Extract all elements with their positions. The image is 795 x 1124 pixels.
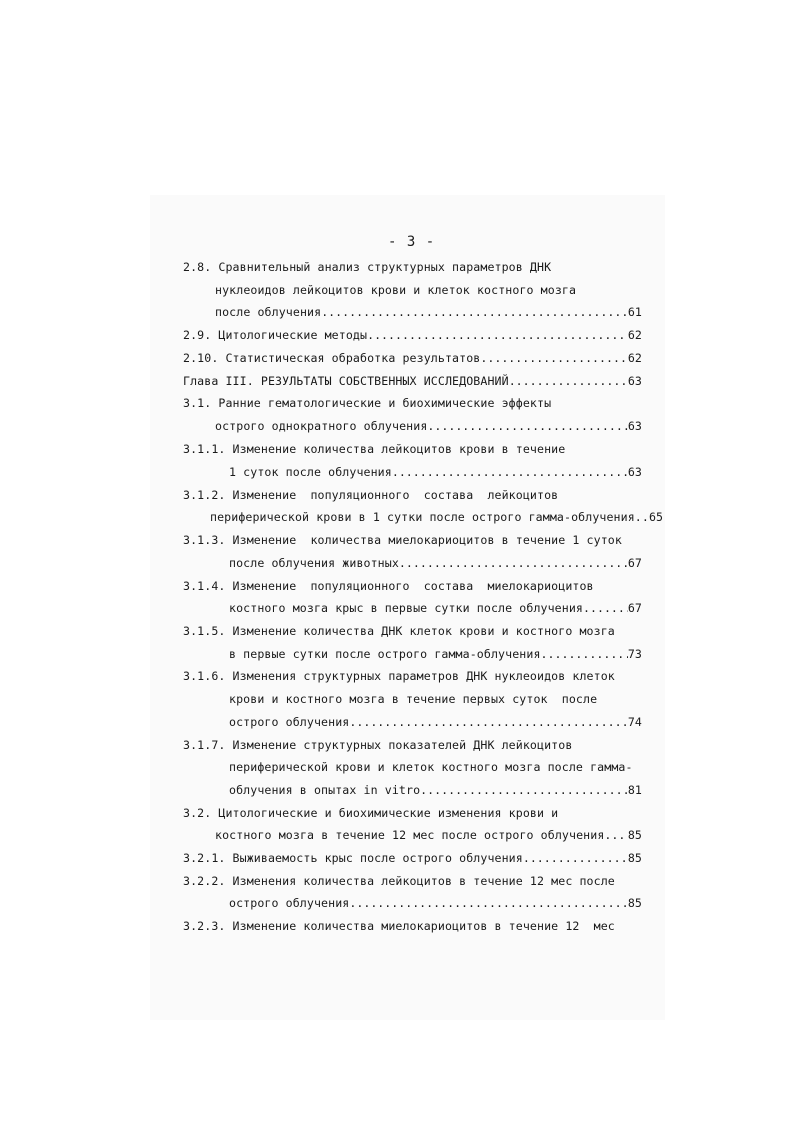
leader-dots: [604, 827, 627, 843]
leader-dots: [349, 895, 627, 911]
toc-page-number: 63: [627, 465, 642, 479]
toc-page-number: 65: [648, 510, 664, 524]
toc-text: 3.2.2. Изменения количества лейкоцитов в течение 12 мес после: [183, 874, 615, 888]
toc-page-number: 74: [627, 715, 642, 729]
toc-line: [183, 327, 642, 343]
toc-line: [183, 578, 594, 594]
toc-line: [183, 487, 558, 503]
toc-line: [183, 668, 615, 684]
toc-line: [229, 691, 597, 707]
toc-text: периферической крови и клеток костного мозга после гамма-: [229, 760, 633, 774]
toc-text: 3.1.1. Изменение количества лейкоцитов крови в течение: [183, 442, 566, 456]
leader-dots: [321, 304, 628, 320]
toc-text: острого однократного облучения: [215, 419, 428, 433]
toc-line: [229, 782, 642, 798]
toc-line: [229, 464, 642, 480]
toc-text: Глава III. РЕЗУЛЬТАТЫ СОБСТВЕННЫХ ИССЛЕДОВАНИЙ: [183, 374, 509, 388]
toc-line: [215, 282, 576, 298]
toc-line: [183, 532, 622, 548]
toc-text: 3.2. Цитологические и биохимические изменения крови и: [183, 806, 559, 820]
toc-page-number: 85: [627, 828, 642, 842]
toc-page-number: 73: [627, 647, 642, 661]
leader-dots: [420, 782, 628, 798]
leader-dots: [583, 600, 628, 616]
toc-text: 3.1.6. Изменения структурных параметров ДНК нуклеоидов клеток: [183, 669, 615, 683]
toc-text: костного мозга крыс в первые сутки после облучения: [229, 601, 584, 615]
leader-dots: [480, 350, 627, 366]
toc-line: [183, 441, 565, 457]
page-number: - 3 -: [388, 234, 436, 250]
toc-line: [183, 373, 642, 389]
leader-dots: [427, 418, 627, 434]
toc-line: [183, 350, 642, 366]
toc-line: [183, 737, 572, 753]
leader-dots: [509, 373, 628, 389]
leader-dots: [367, 327, 628, 343]
toc-page-number: 81: [627, 783, 642, 797]
leader-dots: [349, 714, 627, 730]
toc-text: 3.2.3. Изменение количества миелокариоцитов в течение 12 мес: [183, 919, 615, 933]
toc-page-number: 62: [627, 328, 642, 342]
toc-text: костного мозга в течение 12 мес после острого облучения: [215, 828, 605, 842]
toc-line: [229, 714, 642, 730]
toc-line: [183, 805, 558, 821]
toc-line: [183, 918, 615, 934]
toc-line: [183, 395, 551, 411]
toc-page-number: 67: [627, 601, 642, 615]
leader-dots: [392, 464, 628, 480]
toc-page-number: 85: [627, 851, 642, 865]
toc-text: 2.9. Цитологические методы: [183, 328, 368, 342]
toc-line: [183, 850, 642, 866]
toc-text: 2.10. Статистическая обработка результатов: [183, 351, 481, 365]
toc-line: [229, 646, 642, 662]
toc-page-number: 62: [627, 351, 642, 365]
toc-page-number: 61: [627, 305, 642, 319]
toc-text: нуклеоидов лейкоцитов крови и клеток костного мозга: [215, 283, 577, 297]
toc-text: 3.1.5. Изменение количества ДНК клеток крови и костного мозга: [183, 624, 615, 638]
toc-page-number: 85: [627, 896, 642, 910]
toc-page-number: 67: [627, 556, 642, 570]
toc-text: после облучения: [215, 305, 322, 319]
toc-text: острого облучения: [229, 896, 350, 910]
toc-page-number: 63: [627, 374, 642, 388]
toc-text: крови и костного мозга в течение первых суток после: [229, 692, 598, 706]
toc-text: облучения в опытах in vitro: [229, 783, 421, 797]
toc-line: [229, 895, 642, 911]
toc-line: [210, 509, 664, 525]
toc-line: [215, 418, 642, 434]
toc-text: после облучения животных: [229, 556, 399, 570]
toc-text: 2.8. Сравнительный анализ структурных параметров ДНК: [183, 260, 552, 274]
toc-text: 3.1.7. Изменение структурных показателей ДНК лейкоцитов: [183, 738, 573, 752]
toc-text: 3.1.2. Изменение популяционного состава лейкоцитов: [183, 488, 559, 502]
toc-line: [183, 259, 551, 275]
toc-line: [229, 600, 642, 616]
toc-line: [229, 555, 642, 571]
toc-text: в первые сутки после острого гамма-облучения: [229, 647, 541, 661]
toc-text: острого облучения: [229, 715, 350, 729]
toc-line: [215, 304, 642, 320]
toc-text: 3.1.4. Изменение популяционного состава миелокариоцитов: [183, 579, 594, 593]
toc-line: [183, 623, 615, 639]
toc-text: 1 суток после облучения: [229, 465, 392, 479]
leader-dots: [541, 646, 628, 662]
toc-page-number: 63: [627, 419, 642, 433]
toc-line: [229, 759, 633, 775]
toc-text: 3.1.3. Изменение количества миелокариоцитов в течение 1 суток: [183, 533, 622, 547]
toc-text: периферической крови в 1 сутки после острого гамма-облучения..: [210, 510, 649, 524]
toc-text: 3.1. Ранние гематологические и биохимические эффекты: [183, 396, 552, 410]
toc-text: 3.2.1. Выживаемость крыс после острого облучения: [183, 851, 523, 865]
toc-line: [215, 827, 642, 843]
leader-dots: [523, 850, 628, 866]
toc-line: [183, 873, 615, 889]
leader-dots: [399, 555, 628, 571]
